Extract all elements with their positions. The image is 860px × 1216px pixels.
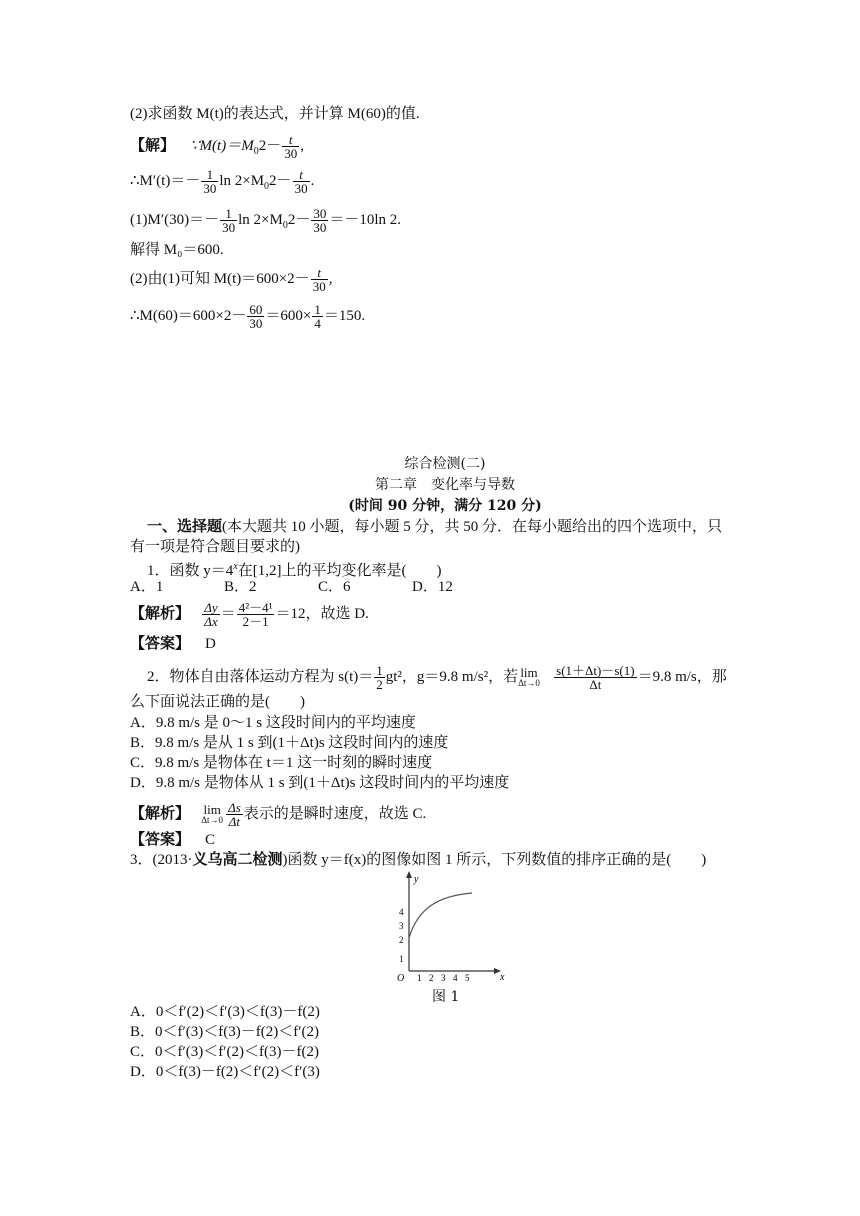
q2-option-d: D．9.8 m/s 是物体从 1 s 到(1＋Δt)s 这段时间内的平均速度	[130, 775, 510, 791]
solution-line-6: ∴M(60)＝600×2－ $\frac{60}{30}$ ＝600× $\frac{1}{4}$ ＝150.	[130, 302, 366, 331]
x-tick-label: 3	[441, 973, 446, 983]
q3-option-b: B．0＜f′(3)＜f(3)－f(2)＜f′(2)	[130, 1024, 320, 1040]
fraction: $\frac{\Delta y}{\Delta x}$	[204, 600, 218, 629]
function-graph	[388, 868, 508, 983]
q3-option-a: A．0＜f′(2)＜f′(3)＜f(3)－f(2)	[130, 1004, 320, 1020]
q2-option-a: A．9.8 m/s 是 0～1 s 这段时间内的平均速度	[130, 715, 416, 731]
time-info: (时间 90 分钟，满分 120 分)	[348, 498, 542, 514]
x-ticks	[417, 973, 470, 983]
x-tick-label: 5	[465, 973, 470, 983]
q2-analysis: 【解析】 lim Δt→0 $\frac{\Delta s}{\Delta t}$ 表示的是瞬时速度，故选 C.	[130, 800, 427, 829]
fraction: $\frac{60}{30}$	[249, 302, 263, 331]
q2-answer: 【答案】 C	[130, 832, 216, 848]
solution-line-2: ∴M′(t)＝－ $\frac{1}{30}$ $\ln 2\times M_02-$ $\frac{t}{30}$ .	[130, 167, 315, 196]
q3-option-d: D．0＜f(3)－f(2)＜f′(2)＜f′(3)	[130, 1064, 320, 1080]
q2-stem: (2)求函数 M(t)的表达式，并计算 M(60)的值.	[130, 106, 420, 122]
y-tick-label: 3	[399, 921, 404, 931]
x-axis-label: x	[500, 972, 505, 983]
fraction: $\frac{t}{30}$	[284, 132, 298, 161]
y-ticks	[399, 907, 404, 964]
origin-label: O	[397, 973, 405, 983]
y-tick-label: 2	[399, 935, 404, 945]
q2-option-c: C．9.8 m/s 是物体在 t＝1 这一时刻的瞬时速度	[130, 755, 433, 771]
fraction: $\frac{\text{4²－4¹}}{2-1}$	[238, 600, 273, 629]
x-tick-label: 4	[453, 973, 458, 983]
fraction: $\frac{\Delta s}{\Delta t}$	[228, 800, 241, 829]
fraction: $\frac{t}{30}$	[294, 167, 308, 196]
fraction: $\frac{30}{30}$	[313, 206, 327, 235]
q2-stem-line2: 么下面说法正确的是( )	[130, 694, 305, 710]
q1-stem: 1．函数 $y=4^x$在[1,2]上的平均变化率是( )	[147, 561, 442, 579]
limit-symbol: lim Δt→0	[518, 664, 540, 688]
q3-stem: 3．(2013·义乌高二检测)函数 y＝f(x)的图像如图 1 所示，下列数值的排序正确的是( )	[130, 852, 707, 868]
fraction: $\frac{1}{30}$	[222, 206, 236, 235]
chapter-title: 第二章 变化率与导数	[375, 477, 515, 493]
figure-caption: 图 1	[432, 989, 460, 1005]
y-axis-label: y	[414, 874, 419, 885]
q1-analysis: 【解析】 $\frac{\Delta y}{\Delta x}$ ＝ $\frac{\text{4²－4¹}}{2-1}$ ＝12，故选 D.	[130, 600, 369, 629]
fraction: $\frac{t}{30}$	[312, 265, 326, 294]
solution-line-4: 解得 M₀＝600.	[130, 242, 224, 258]
q3-option-c: C．0＜f′(3)＜f′(2)＜f(3)－f(2)	[130, 1044, 320, 1060]
fraction: $\frac{1}{4}$	[314, 302, 321, 331]
x-tick-label: 1	[417, 973, 422, 983]
solution-line-1: 【解】 $\because M(t)=M_02-$ $\frac{t}{30}$ ,	[130, 132, 304, 161]
test-title: 综合检测(二)	[404, 456, 486, 472]
fraction: $\frac{1}{30}$	[203, 167, 217, 196]
solution-line-3: (1)M′(30)＝－ $\frac{1}{30}$ $\ln 2\times M_02-$ $\frac{30}{30}$ ＝－10ln 2.	[130, 206, 402, 235]
q2-stem: 2．物体自由落体运动方程为 s(t)＝ $\frac{1}{2}$ gt²，g＝9.8 m/s²，若 lim Δt→0 $\frac{s(1+\Delta t)-s(1)}{\Delta t}$ ＝9.8 m/s，那	[147, 663, 727, 692]
q1-answer: 【答案】 D	[130, 636, 216, 652]
fraction: $\frac{1}{2}$	[376, 663, 383, 692]
limit-symbol: lim Δt→0	[201, 801, 224, 825]
q1-options: A．1 B．2 C．6 D．12	[130, 579, 453, 595]
x-tick-label: 2	[429, 973, 434, 983]
y-tick-label: 1	[399, 954, 404, 964]
y-axis	[406, 871, 412, 971]
section-desc-line2: 有一项是符合题目要求的)	[130, 539, 300, 555]
fraction: $\frac{s(1+\Delta t)-s(1)}{\Delta t}$	[556, 663, 635, 692]
section-desc-line1: 一、选择题(本大题共 10 小题，每小题 5 分，共 50 分．在每小题给出的四个选项中，只	[147, 519, 723, 535]
function-curve	[409, 893, 472, 938]
solution-line-5: (2)由(1)可知 M(t)＝600×2－ $\frac{t}{30}$ ,	[130, 265, 333, 294]
q2-option-b: B．9.8 m/s 是从 1 s 到(1＋Δt)s 这段时间内的速度	[130, 735, 449, 751]
y-tick-label: 4	[399, 907, 404, 917]
